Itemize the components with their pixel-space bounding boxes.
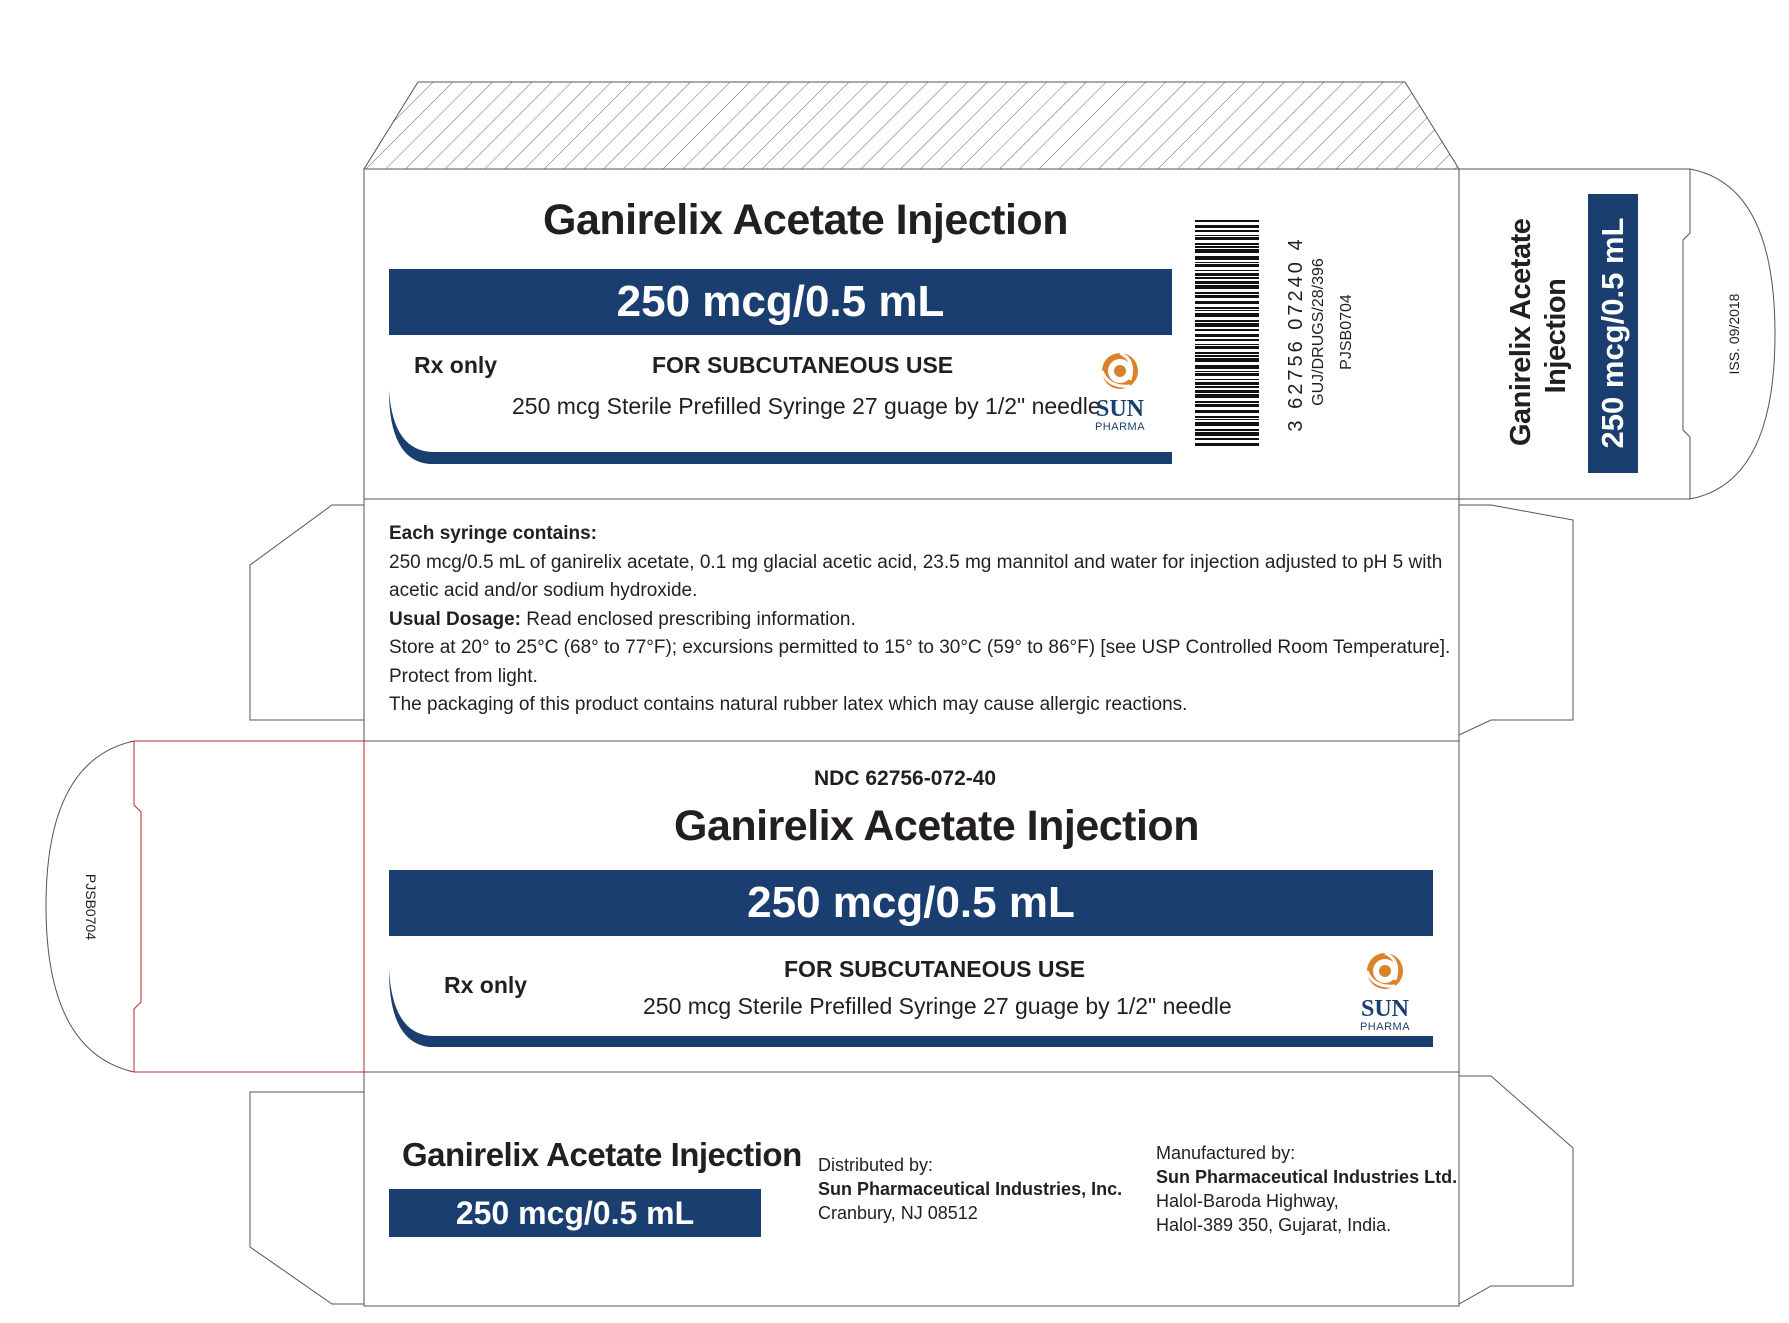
manufacturer-block bbox=[1156, 1141, 1457, 1237]
top-description: 250 mcg Sterile Prefilled Syringe 27 guage by 1/2" needle bbox=[512, 393, 1101, 419]
barcode bbox=[1195, 218, 1275, 448]
front-rx-only: Rx only bbox=[444, 972, 528, 998]
barcode-digits: 3 62756 07240 4 bbox=[1285, 236, 1307, 432]
distributor-address: Cranbury, NJ 08512 bbox=[818, 1203, 978, 1223]
dosage-line bbox=[389, 606, 1439, 635]
barcode-bar bbox=[1195, 225, 1259, 228]
barcode-bar bbox=[1195, 310, 1259, 311]
barcode-bar bbox=[1195, 344, 1259, 345]
storage-line2: Protect from light. bbox=[389, 665, 538, 687]
left-dust-flap-lower bbox=[250, 1092, 364, 1304]
barcode-bar bbox=[1195, 320, 1259, 322]
distributed-label: Distributed by: bbox=[818, 1155, 934, 1175]
barcode-bar bbox=[1195, 419, 1259, 420]
top-product-title: Ganirelix Acetate Injection bbox=[543, 196, 1068, 244]
manufacturer-address1: Halol-Baroda Highway, bbox=[1156, 1191, 1339, 1211]
barcode-bar bbox=[1195, 432, 1259, 436]
barcode-bar bbox=[1195, 281, 1259, 284]
barcode-bar bbox=[1195, 404, 1259, 407]
barcode-bar bbox=[1195, 256, 1259, 260]
sun-pharma-logo-front bbox=[1355, 950, 1415, 1033]
front-strength-band: 250 mcg/0.5 mL bbox=[389, 870, 1433, 936]
logo-sub: PHARMA bbox=[1359, 1021, 1411, 1033]
front-description: 250 mcg Sterile Prefilled Syringe 27 guage by 1/2" needle bbox=[643, 993, 1232, 1019]
barcode-bar bbox=[1195, 355, 1259, 357]
storage-line1: Store at 20° to 25°C (68° to 77°F); excursions permitted to 15° to 30°C (59° to 86°F) [see USP Controlled Room Temperature]. bbox=[389, 637, 1451, 658]
top-strength-band: 250 mcg/0.5 mL bbox=[389, 269, 1172, 335]
manufacturer-name: Sun Pharmaceutical Industries Ltd. bbox=[1156, 1167, 1458, 1187]
barcode-bar bbox=[1195, 386, 1259, 388]
logo-sub: PHARMA bbox=[1094, 421, 1146, 433]
sun-pharma-logo-top bbox=[1090, 350, 1150, 433]
front-product-title: Ganirelix Acetate Injection bbox=[674, 802, 1199, 850]
barcode-bar bbox=[1195, 443, 1259, 446]
front-route: FOR SUBCUTANEOUS USE bbox=[784, 956, 1086, 982]
barcode-bar bbox=[1195, 246, 1259, 248]
logo-word: SUN bbox=[1360, 996, 1409, 1022]
contains-line2: acetic acid and/or sodium hydroxide. bbox=[389, 580, 698, 601]
side-title-line1: Ganirelix Acetate bbox=[1505, 218, 1537, 446]
issue-date: ISS. 09/2018 bbox=[1726, 293, 1742, 375]
contains-line1: 250 mcg/0.5 mL of ganirelix acetate, 0.1 mg glacial acetic acid, 23.5 mg mannitol and water for injection adjusted to pH 5 with bbox=[389, 551, 1443, 573]
left-dust-flap-upper bbox=[250, 505, 364, 720]
dosage-text: Read enclosed prescribing information. bbox=[520, 608, 856, 630]
barcode-bar bbox=[1195, 313, 1259, 317]
dosage-label: Usual Dosage: bbox=[389, 608, 521, 630]
barcode-bar bbox=[1195, 365, 1259, 369]
barcode-bar bbox=[1195, 307, 1259, 309]
barcode-bar bbox=[1195, 352, 1259, 354]
info-block bbox=[389, 520, 1451, 720]
barcode-bar bbox=[1195, 379, 1259, 380]
barcode-bar bbox=[1195, 295, 1259, 298]
barcode-bar bbox=[1195, 301, 1259, 304]
barcode-bar bbox=[1195, 249, 1259, 253]
right-dust-flap-upper bbox=[1459, 505, 1573, 735]
sun-pharma-emblem-icon bbox=[1355, 950, 1415, 992]
barcode-bar bbox=[1195, 334, 1259, 337]
barcode-bar bbox=[1195, 416, 1259, 418]
barcode-bar bbox=[1195, 323, 1259, 327]
left-flap-code: PJSB0704 bbox=[83, 873, 99, 941]
barcode-bar bbox=[1195, 438, 1259, 440]
barcode-bar bbox=[1195, 292, 1259, 294]
barcode-bar bbox=[1195, 264, 1259, 267]
barcode-bar bbox=[1195, 410, 1259, 413]
barcode-bar bbox=[1195, 235, 1259, 236]
barcode-bar bbox=[1195, 270, 1259, 271]
barcode-bar bbox=[1195, 429, 1259, 431]
barcode-bar bbox=[1195, 329, 1259, 331]
barcode-bar bbox=[1195, 422, 1259, 426]
side-title-line2: Injection bbox=[1540, 278, 1572, 394]
right-dust-flap-lower bbox=[1459, 1076, 1573, 1304]
barcode-bar bbox=[1195, 390, 1259, 393]
barcode-bar bbox=[1195, 285, 1259, 289]
barcode-bar bbox=[1195, 277, 1259, 279]
side-strength: 250 mcg/0.5 mL bbox=[1595, 217, 1630, 449]
barcode-bar bbox=[1195, 373, 1259, 376]
ndc-number: NDC 62756-072-40 bbox=[814, 767, 997, 790]
latex-warning: The packaging of this product contains natural rubber latex which may cause allergic reactions. bbox=[389, 694, 1188, 715]
manufacturer-address2: Halol-389 350, Gujarat, India. bbox=[1156, 1215, 1392, 1235]
contains-heading: Each syringe contains: bbox=[389, 523, 598, 544]
barcode-bar bbox=[1195, 371, 1259, 372]
top-code: PJSB0704 bbox=[1338, 294, 1355, 370]
barcode-bar bbox=[1195, 273, 1259, 276]
barcode-bar bbox=[1195, 243, 1259, 245]
bottom-strength-band: 250 mcg/0.5 mL bbox=[389, 1189, 761, 1237]
barcode-bar bbox=[1195, 346, 1259, 349]
top-route: FOR SUBCUTANEOUS USE bbox=[652, 352, 954, 378]
barcode-bar bbox=[1195, 339, 1259, 341]
barcode-bar bbox=[1195, 382, 1259, 385]
barcode-bar bbox=[1195, 230, 1259, 232]
top-tuck-flap bbox=[364, 82, 1459, 169]
logo-word: SUN bbox=[1095, 396, 1144, 422]
barcode-bar bbox=[1195, 401, 1259, 403]
manufactured-label: Manufactured by: bbox=[1156, 1143, 1296, 1163]
bottom-product-title: Ganirelix Acetate Injection bbox=[402, 1136, 802, 1173]
distributor-block bbox=[818, 1153, 1122, 1225]
barcode-bar bbox=[1195, 237, 1259, 240]
sun-pharma-emblem-icon bbox=[1090, 350, 1150, 392]
barcode-bar bbox=[1195, 394, 1259, 398]
distributor-name: Sun Pharmaceutical Industries, Inc. bbox=[818, 1179, 1123, 1199]
barcode-bar bbox=[1195, 220, 1259, 222]
license-number: GUJ/DRUGS/28/396 bbox=[1310, 258, 1327, 406]
barcode-bar bbox=[1195, 358, 1259, 362]
barcode-bar bbox=[1195, 262, 1259, 263]
top-rx-only: Rx only bbox=[414, 352, 498, 378]
